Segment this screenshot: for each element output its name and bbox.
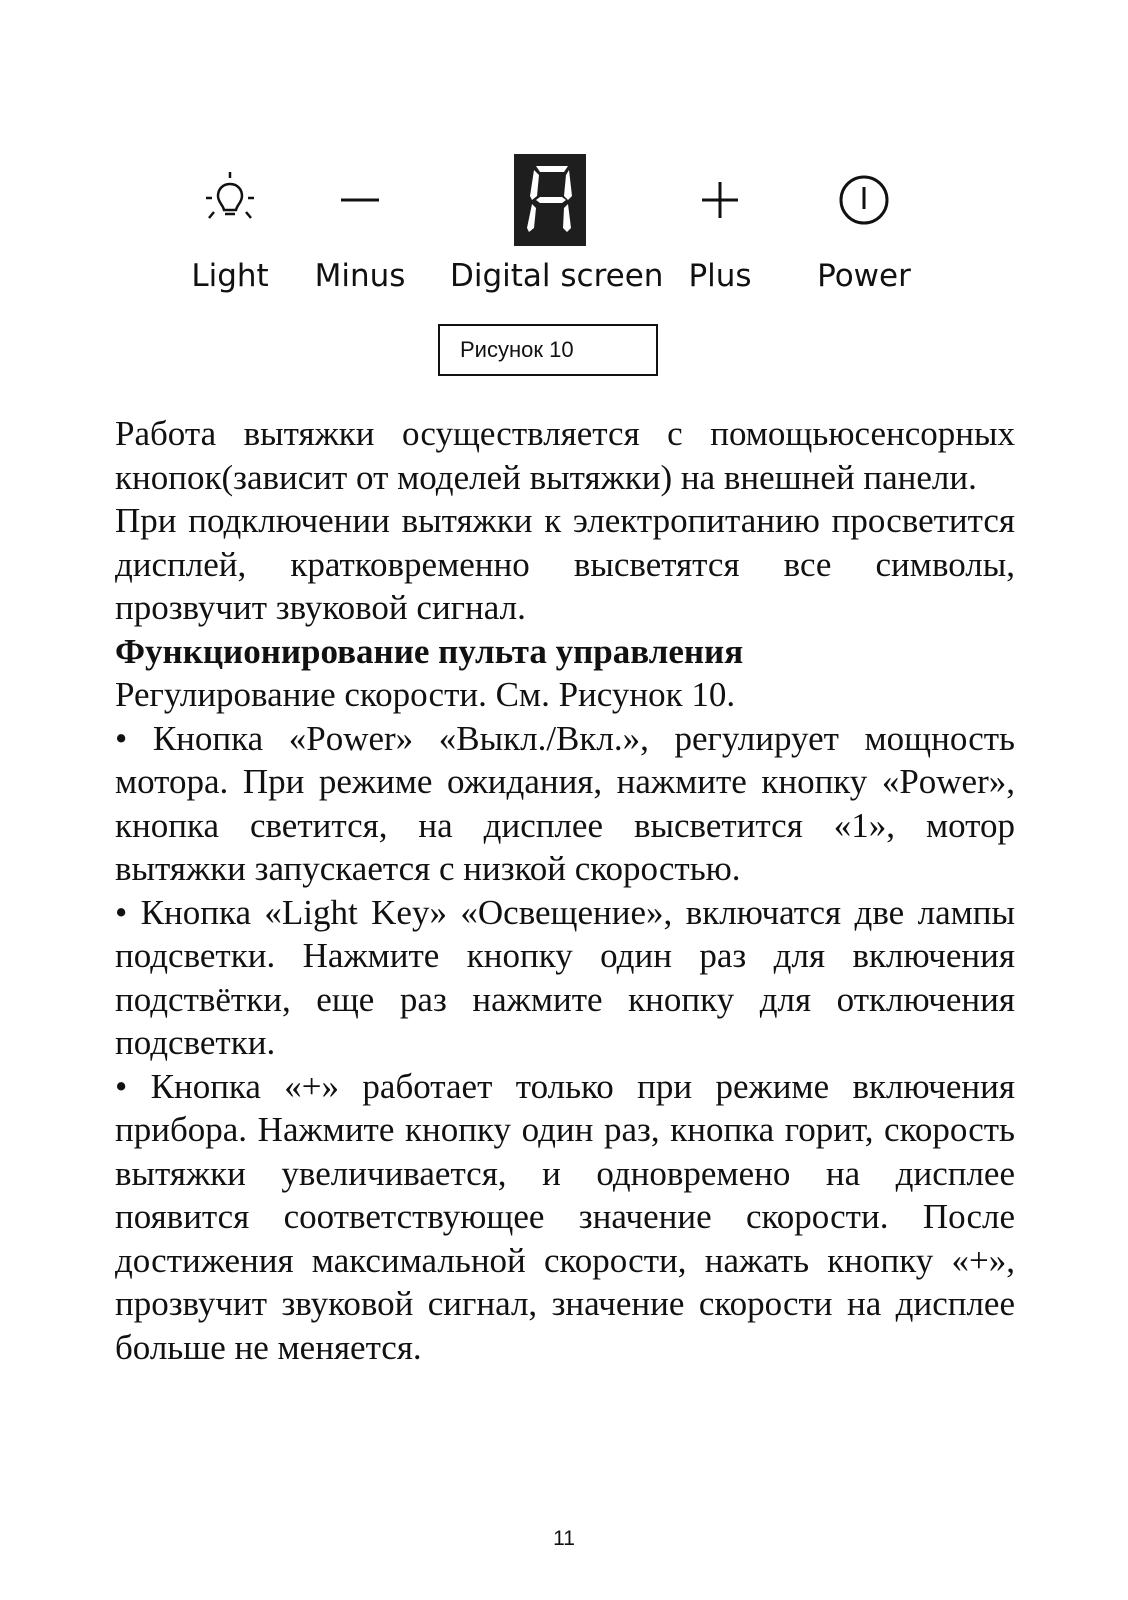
control-panel-figure	[0, 150, 1128, 310]
paragraph-speed: Регулирование скорости. См. Рисунок 10.	[115, 675, 736, 714]
bullet-light-button: • Кнопка «Light Key» «Освещение», включатся две лампы подсветки. Нажмите кнопку один раз для включения подствётки, еще раз нажмите кнопку для отключения подсветки.	[115, 892, 1015, 1062]
power-label: Power	[817, 258, 911, 294]
digital-screen-display	[514, 154, 586, 246]
minus-icon	[335, 190, 385, 210]
body-text	[115, 412, 1015, 1369]
figure-caption	[438, 324, 658, 376]
minus-label: Minus	[314, 258, 406, 294]
plus-icon	[695, 175, 745, 225]
power-control	[764, 150, 964, 310]
section-heading: Функционирование пульта управления	[115, 631, 744, 671]
bullet-power-button: • Кнопка «Power» «Выкл./Вкл.», регулирует мощность мотора. При режиме ожидания, нажмите кнопку «Power», кнопка светится, на дисплее высветится «1», мотор вытяжки запускается с низкой скоростью.	[115, 718, 1015, 888]
seven-segment-digit	[522, 160, 578, 240]
light-label: Light	[191, 258, 269, 294]
paragraph-power-on: При подключении вытяжки к электропитанию просветится дисплей, кратковременно высветятся все символы, прозвучит звуковой сигнал.	[115, 501, 1015, 627]
light-bulb-icon	[200, 170, 260, 230]
bullet-plus-button: • Кнопка «+» работает только при режиме включения прибора. Нажмите кнопку один раз, кнопка горит, скорость вытяжки увеличивается, и одновремено на дисплее появится соответствующее значение скорости. После достижения максимальной скорости, нажать кнопку «+», прозвучит звуковой сигнал, значение скорости на дисплее больше не меняется.	[115, 1066, 1015, 1367]
figure-caption-text: Рисунок 10	[460, 337, 574, 362]
power-icon	[836, 172, 892, 228]
paragraph-intro: Работа вытяжки осуществляется с помощьюсенсорных кнопок(зависит от моделей вытяжки) на внешней панели.	[115, 414, 1015, 497]
page-number: 11	[553, 1527, 575, 1550]
digital-screen-label: Digital screen	[450, 258, 664, 294]
plus-label: Plus	[688, 258, 752, 294]
minus-control	[260, 150, 460, 310]
